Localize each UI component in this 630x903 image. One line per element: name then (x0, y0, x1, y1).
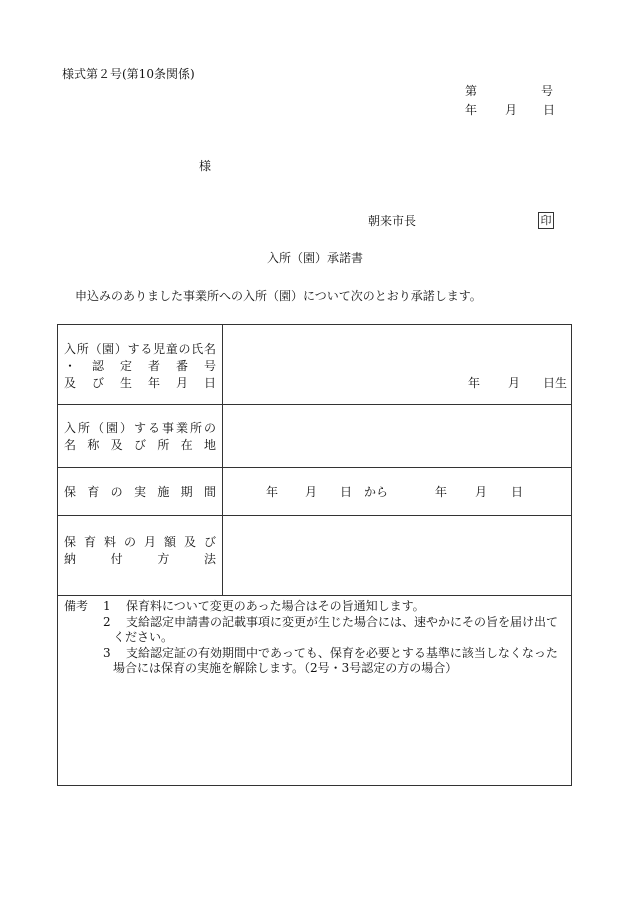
intro-text: 申込みのありました事業所への入所（園）について次のとおり承諾します。 (75, 289, 482, 303)
note-number: 2 (103, 615, 111, 629)
label-line: 納 付 方 法 (64, 552, 216, 566)
note-line: 支給認定申請書の記載事項に変更が生じた場合には、速やかにその旨を届け出て (126, 615, 559, 629)
label-line: 名 称 及 び 所 在 地 (64, 438, 216, 452)
from-year: 年 (266, 485, 279, 499)
from-day: 日 (340, 485, 353, 499)
note-number: 3 (103, 646, 111, 660)
birth-day: 日生 (543, 376, 568, 390)
seal-mark: 印 (538, 212, 554, 229)
label-line: 保 育 料 の 月 額 及 び (64, 535, 216, 549)
form-number: 様式第２号(第10条関係) (62, 67, 195, 81)
to-month: 月 (475, 485, 488, 499)
label-child-info (58, 325, 223, 404)
care-period-field[interactable] (223, 468, 571, 515)
doc-no-prefix: 第 (465, 84, 478, 98)
label-line: 入所（園）する児童の氏名 (64, 342, 216, 356)
date-month: 月 (505, 103, 518, 117)
approval-form-table (57, 324, 572, 786)
birth-year: 年 (468, 376, 481, 390)
note-line: 保育料について変更のあった場合はその旨通知します。 (126, 599, 425, 613)
label-line: 及 び 生 年 月 日 (64, 376, 216, 390)
row-facility (58, 405, 571, 468)
date-day: 日 (543, 103, 556, 117)
remarks-heading: 備考 (64, 599, 89, 613)
to-day: 日 (511, 485, 524, 499)
label-facility (58, 405, 223, 467)
birth-month: 月 (508, 376, 521, 390)
row-fee (58, 516, 571, 596)
fee-field[interactable] (223, 516, 571, 595)
document-title: 入所（園）承諾書 (266, 251, 363, 265)
child-info-field[interactable] (223, 325, 571, 404)
date-year: 年 (465, 103, 478, 117)
label-fee (58, 516, 223, 595)
note-line: 支給認定証の有効期間中であっても、保育を必要とする基準に該当しなくなった (126, 646, 558, 660)
doc-no-suffix: 号 (541, 84, 554, 98)
facility-field[interactable] (223, 405, 571, 467)
label-line: ・ 認 定 者 番 号 (64, 359, 216, 373)
recipient-honorific: 様 (199, 159, 212, 173)
label-line: 入所（園）する事業所の (64, 421, 216, 435)
row-care-period (58, 468, 571, 516)
row-child-info (58, 325, 571, 405)
note-number: 1 (103, 599, 111, 613)
issuer-name: 朝来市長 (368, 214, 417, 228)
note-line: ください。 (113, 630, 174, 644)
note-line: 場合には保育の実施を解除します。（2号・3号認定の方の場合） (113, 661, 458, 675)
label-care-period (58, 468, 223, 515)
from-word: から (364, 485, 389, 499)
from-month: 月 (305, 485, 318, 499)
label-line: 保 育 の 実 施 期 間 (64, 485, 216, 499)
to-year: 年 (435, 485, 448, 499)
